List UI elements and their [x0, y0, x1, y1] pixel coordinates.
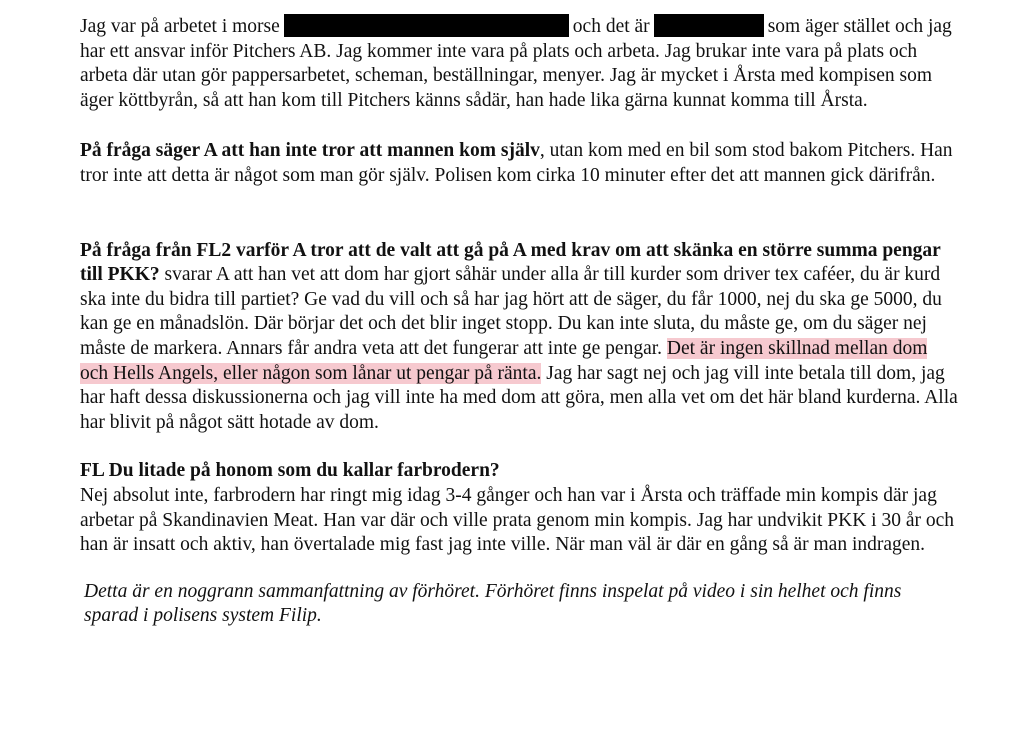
spacer	[80, 435, 960, 459]
question-bold-text: På fråga från FL2 varför A tror att de valt att gå på A med krav om att skänka en större summa pengar till PKK?	[80, 239, 941, 286]
spacer	[80, 189, 960, 239]
paragraph-question-1	[80, 139, 960, 188]
question-heading: FL Du litade på honom som du kallar farbrodern?	[80, 460, 500, 482]
spacer	[80, 558, 960, 580]
spacer	[80, 113, 960, 139]
footer-note: Detta är en noggrann sammanfattning av förhöret. Förhöret finns inspelat på video i sin helhet och finns sparad i polisens system Filip.	[84, 580, 902, 627]
text-segment: Jag var på arbetet i morse	[80, 16, 280, 37]
paragraph-question-3	[80, 459, 960, 557]
question-bold-text: På fråga säger A att han inte tror att mannen kom själv	[80, 140, 540, 162]
text-segment: som äger stället och jag har ett ansvar inför Pitchers AB. Jag kommer inte vara på plats och arbeta. Jag brukar inte vara på plats och arbeta där utan gör pappersarbetet, scheman, beställningar, menyer. Jag är mycket i Årsta med kompisen som äger köttbyrån, så att han kom till Pitchers känns sådär, han hade lika gärna kunnat komma till Årsta.	[80, 16, 952, 111]
document-page	[80, 14, 960, 629]
answer-text: Jag har sagt nej och jag vill inte betala till dom, jag har haft dessa diskussionerna och jag vill inte ha med dom att göra, men alla vet om det här bland kurderna. Alla har blivit på något sätt hotade av dom.	[80, 362, 958, 433]
highlighted-quote: Det är ingen skillnad mellan dom och Hells Angels, eller någon som lånar ut pengar på ränta.	[80, 337, 928, 384]
paragraph-statement	[80, 14, 960, 113]
answer-text: Nej absolut inte, farbrodern har ringt mig idag 3-4 gånger och han var i Årsta och träffade min kompis där jag arbetar på Skandinavien Meat. Han var där och ville prata genom min kompis. Jag har undvikit PKK i 30 år och han är insatt och aktiv, han övertalade mig fast jag inte ville. När man väl är där en gång så är man indragen.	[80, 484, 955, 556]
redaction-bar	[654, 14, 764, 37]
answer-text: , utan kom med en bil som stod bakom Pitchers. Han tror inte att detta är något som man gör själv. Polisen kom cirka 10 minuter efter det att mannen gick därifrån.	[80, 140, 953, 186]
answer-text: svarar A att han vet att dom har gjort såhär under alla år till kurder som driver tex caféer, du är kurd ska inte du bidra till partiet? Ge vad du vill och så har jag hört att de säger, du får 1000, nej du ska ge 5000, du kan ge en månadslön. Där börjar det och det blir inget stopp. Du kan inte sluta, du måste ge, om du säger nej måste de markera. Annars får andra veta att det fungerar att inte ge pengar.	[80, 264, 942, 359]
paragraph-question-2	[80, 239, 960, 436]
text-segment: och det är	[572, 16, 650, 37]
redaction-bar	[284, 14, 569, 37]
